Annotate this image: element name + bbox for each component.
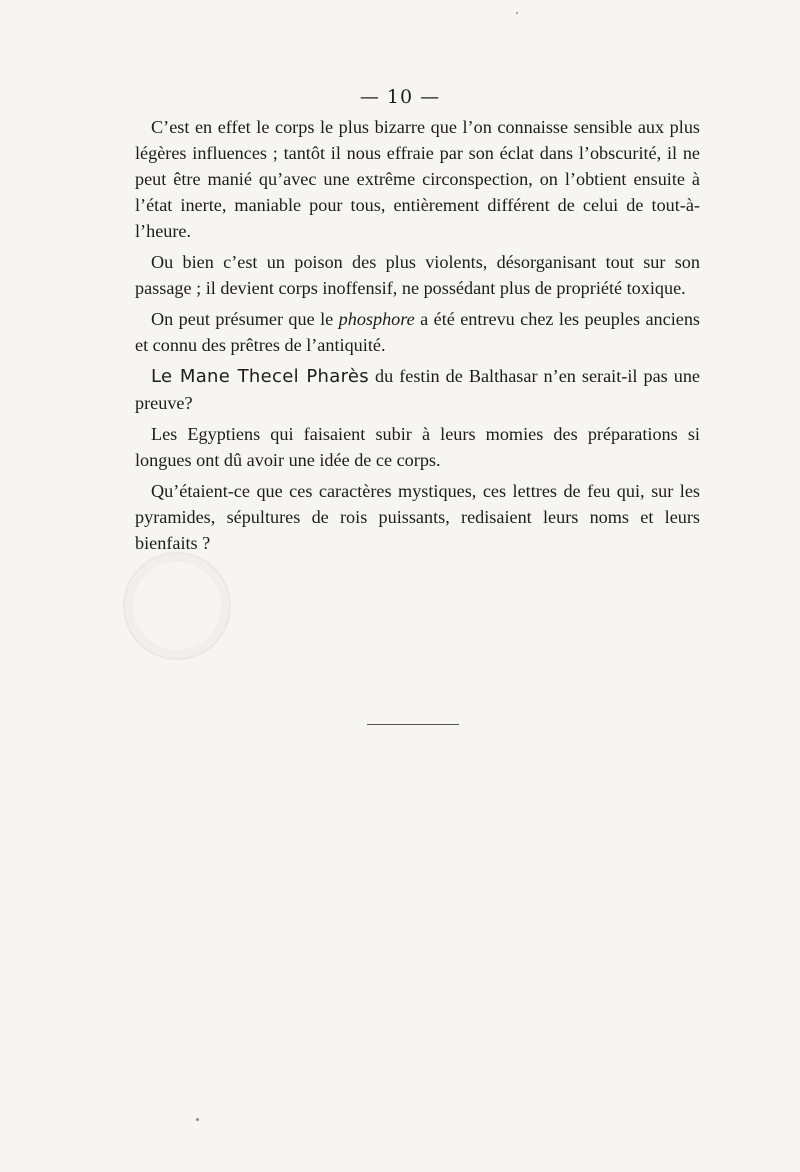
paragraph-text: du festin de Balthasar n’en serait-il pas une preuve? [135, 366, 701, 413]
end-rule [367, 724, 459, 725]
paragraph [135, 363, 700, 416]
paragraph-text: On peut présumer que le [151, 309, 339, 329]
body-text [135, 114, 700, 561]
paragraph: C’est en effet le corps le plus bizarre que l’on connaisse sensible aux plus légères influences ; tantôt il nous effraie par son éclat dans l’obscurité, il ne peut être manié qu’avec une extrême circonspection, on l’obtient ensuite à l’état inerte, maniable pour tous, entièrement différent de celui de tout-à-l’heure. [135, 117, 700, 241]
paper-speck [516, 12, 518, 14]
paragraph: Qu’étaient-ce que ces caractères mystiques, ces lettres de feu qui, sur les pyramides, sépultures de rois puissants, redisaient leurs noms et leurs bienfaits ? [135, 481, 700, 553]
paragraph-text: a été entrevu chez les peuples anciens et connu des prêtres de l’antiquité. [135, 309, 700, 355]
paragraph: Ou bien c’est un poison des plus violents, désorganisant tout sur son passage ; il devient corps inoffensif, ne possédant plus de propriété toxique. [135, 252, 700, 298]
page-number: — 10 — [359, 86, 441, 108]
library-stamp-ghost [123, 552, 231, 660]
paragraph [135, 306, 700, 358]
paragraph: Les Egyptiens qui faisaient subir à leurs momies des préparations si longues ont dû avoir une idée de ce corps. [135, 424, 700, 470]
italic-term: phosphore [338, 309, 415, 329]
paper-speck [196, 1118, 199, 1121]
inscription-phrase: Le Mane Thecel Pharès [151, 366, 369, 387]
